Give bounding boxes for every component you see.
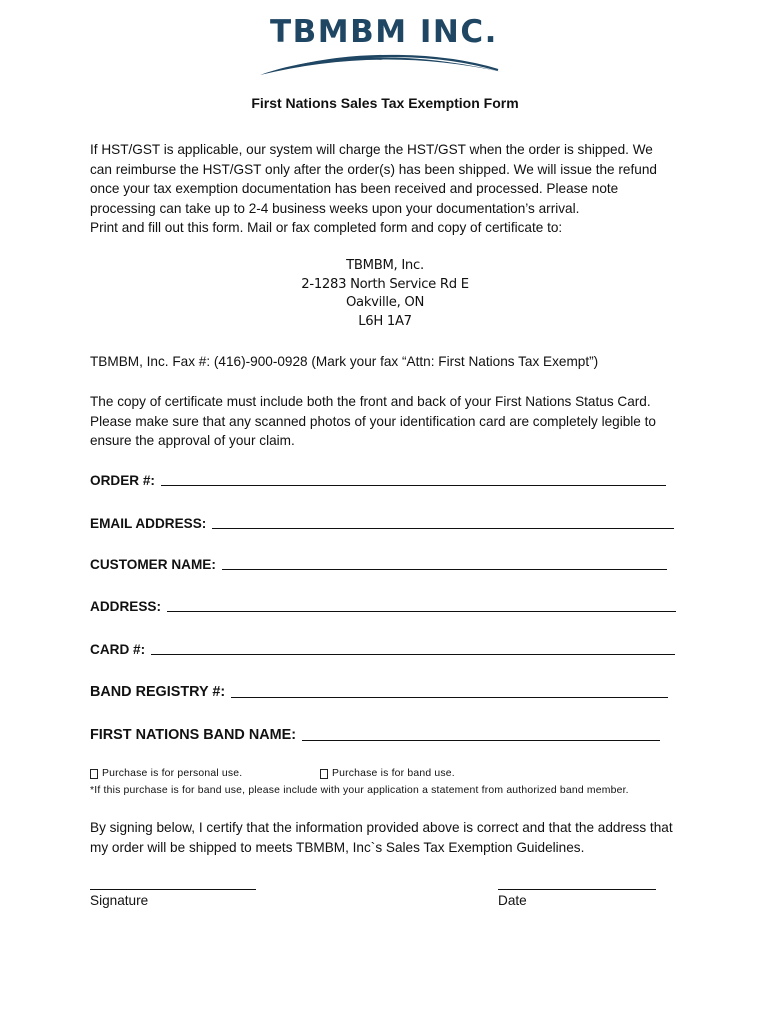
personal-use-option[interactable]: [90, 768, 242, 779]
address-line[interactable]: [167, 611, 676, 612]
card-number-field: [90, 642, 675, 657]
personal-use-label: Purchase is for personal use.: [102, 768, 243, 779]
address-city: Oakville, ON: [345, 295, 425, 311]
intro-line: processing can take up to 2-4 business weeks upon your documentation’s arrival.: [90, 200, 580, 216]
intro-line: once your tax exemption documentation has been received and processed. Please note: [90, 181, 619, 197]
card-number-line[interactable]: [151, 654, 675, 655]
certificate-line: ensure the approval of your claim.: [90, 433, 295, 449]
certificate-line: Please make sure that any scanned photos of your identification card are completely legible to: [90, 413, 656, 429]
email-line[interactable]: [212, 528, 674, 529]
band-registry-field: [90, 684, 668, 700]
personal-use-checkbox[interactable]: [90, 769, 98, 779]
band-name-label: FIRST NATIONS BAND NAME:: [90, 727, 296, 743]
date-label: Date: [498, 893, 527, 908]
card-number-label: CARD #:: [90, 642, 146, 657]
band-use-note: *If this purchase is for band use, please include with your application a statement from authorized band member.: [90, 785, 629, 796]
fax-line: TBMBM, Inc. Fax #: (416)-900-0928 (Mark your fax “Attn: First Nations Tax Exempt”): [90, 354, 599, 369]
mailing-address: [0, 257, 770, 331]
intro-line: If HST/GST is applicable, our system will charge the HST/GST when the order is shipped. We: [90, 142, 653, 157]
swoosh-logo-mark: [258, 48, 508, 78]
date-line[interactable]: [498, 889, 656, 890]
order-number-label: ORDER #:: [90, 473, 155, 488]
certificate-line: The copy of certificate must include both the front and back of your First Nations Status Card.: [90, 394, 651, 409]
order-number-line[interactable]: [161, 485, 666, 486]
address-field: [90, 599, 676, 614]
band-name-line[interactable]: [302, 740, 660, 741]
signature-line[interactable]: [90, 889, 256, 890]
email-label: EMAIL ADDRESS:: [90, 516, 207, 531]
address-company: TBMBM, Inc.: [346, 258, 424, 273]
order-number-field: [90, 473, 666, 488]
fax-paragraph: [90, 352, 715, 372]
address-label: ADDRESS:: [90, 599, 161, 614]
company-logo: [258, 10, 508, 82]
band-name-field: [90, 727, 660, 743]
address-postal: L6H 1A7: [358, 313, 412, 329]
band-registry-line[interactable]: [231, 697, 668, 698]
certify-line: my order will be shipped to meets TBMBM, Inc`s Sales Tax Exemption Guidelines.: [90, 839, 585, 855]
signature-label: Signature: [90, 893, 149, 908]
customer-name-line[interactable]: [222, 569, 667, 570]
certification-paragraph: [90, 818, 715, 857]
band-use-label: Purchase is for band use.: [332, 768, 455, 779]
intro-line: Print and fill out this form. Mail or fax completed form and copy of certificate to:: [90, 220, 563, 236]
address-street: 2-1283 North Service Rd E: [301, 276, 469, 292]
band-use-option[interactable]: [320, 768, 455, 779]
logo-text: TBMBM INC.: [270, 14, 498, 50]
certificate-paragraph: [90, 392, 715, 451]
customer-name-field: [90, 557, 667, 572]
customer-name-label: CUSTOMER NAME:: [90, 557, 216, 572]
certify-line: By signing below, I certify that the information provided above is correct and that the address that: [90, 820, 673, 835]
band-use-checkbox[interactable]: [320, 769, 328, 779]
email-field: [90, 516, 674, 531]
form-title: First Nations Sales Tax Exemption Form: [251, 95, 519, 111]
intro-line: can reimburse the HST/GST only after the order(s) has been shipped. We will issue the refund: [90, 161, 657, 177]
intro-paragraph: [90, 140, 710, 238]
band-registry-label: BAND REGISTRY #:: [90, 684, 226, 700]
